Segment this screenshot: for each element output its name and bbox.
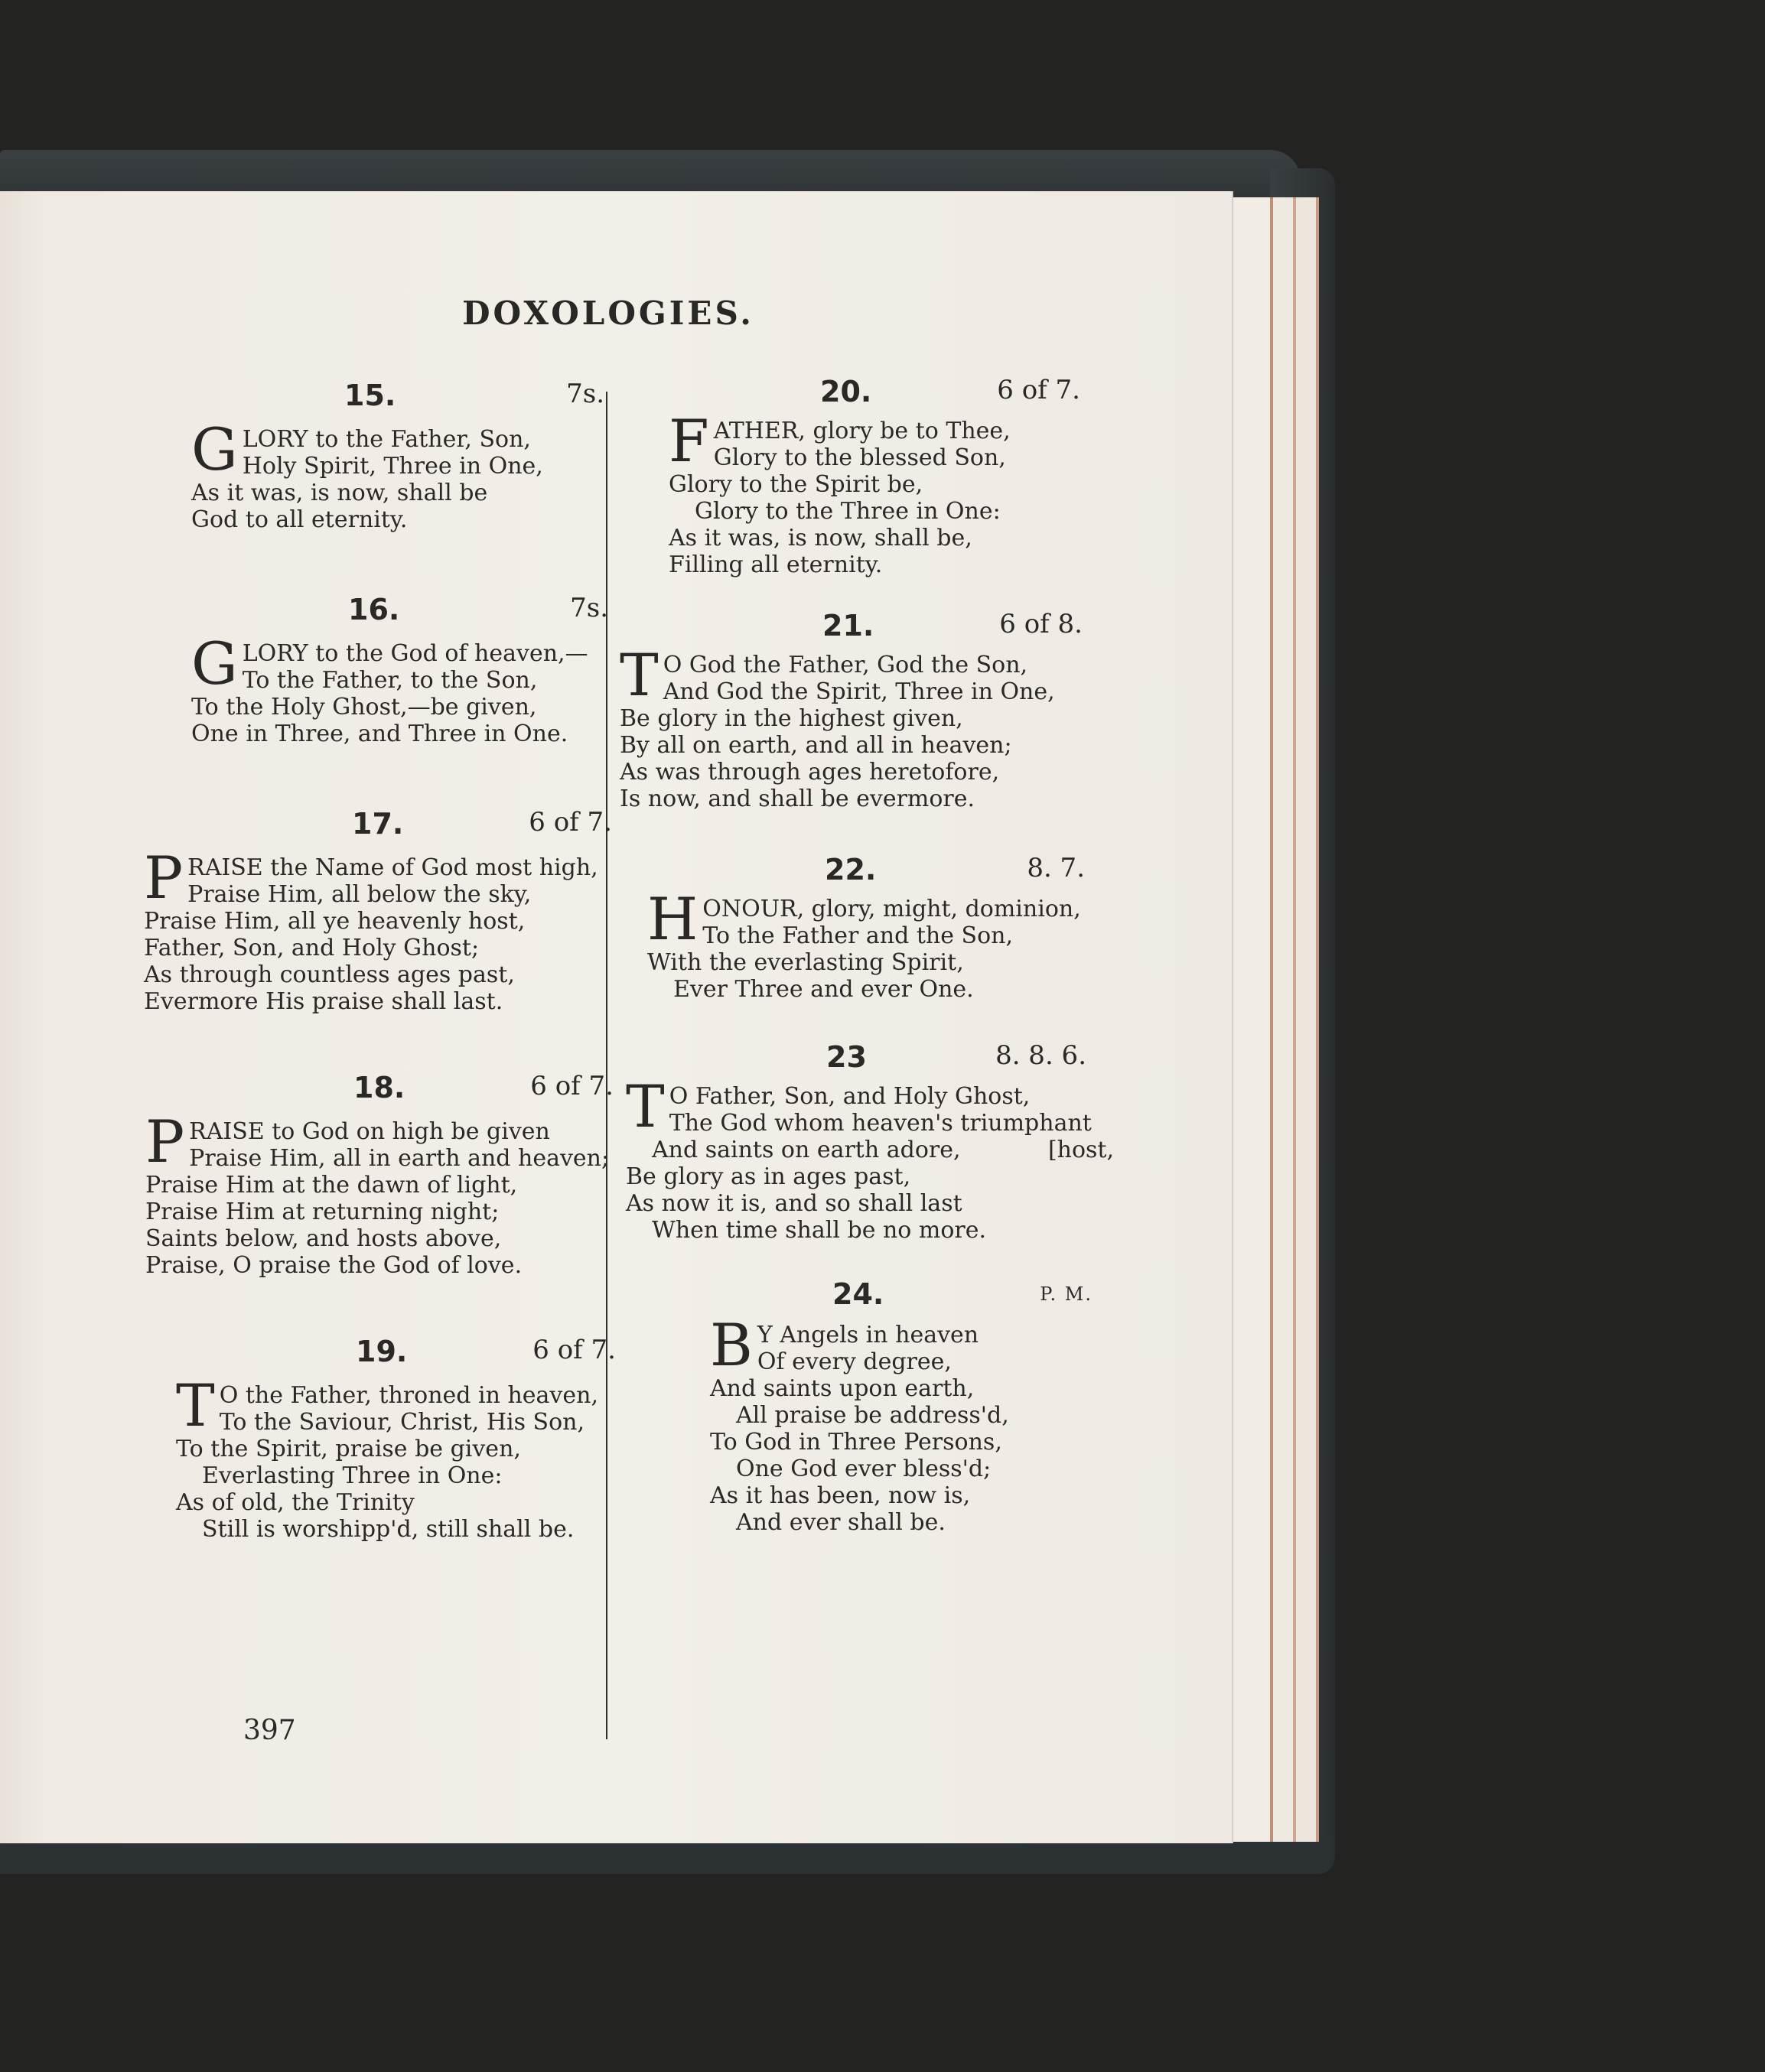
verse: [620, 641, 1083, 812]
verse-line: Be glory in the highest given,: [620, 705, 963, 732]
verse-line: The God whom heaven's triumphant: [669, 1110, 1092, 1137]
verse-line: To God in Three Persons,: [710, 1429, 1002, 1456]
verse: [176, 1371, 616, 1543]
hymn-16: [191, 593, 608, 747]
hymn-meter: 6 of 8.: [999, 609, 1083, 639]
verse-line: One in Three, and Three in One.: [191, 720, 568, 747]
verse-line: All praise be address'd,: [736, 1402, 1009, 1429]
hymn-meter: 7s.: [566, 379, 604, 409]
drop-cap: G: [191, 629, 238, 698]
hymn-header: [352, 807, 612, 841]
hymn-header: [344, 379, 604, 412]
verse: [191, 415, 604, 533]
hymn-header: [356, 1335, 616, 1368]
verse-line: RAISE to God on high be given: [189, 1118, 550, 1145]
drop-cap: T: [620, 641, 659, 709]
verse-line: Filling all eternity.: [669, 551, 883, 578]
hymn-header: [353, 1071, 614, 1104]
drop-cap: B: [710, 1311, 753, 1379]
verse-line: LORY to the Father, Son,: [242, 426, 531, 453]
hymn-24: [710, 1277, 1093, 1536]
hymn-number: 20.: [820, 375, 872, 408]
verse-line: Everlasting Three in One:: [202, 1462, 503, 1489]
verse-line: LORY to the God of heaven,—: [242, 640, 588, 667]
verse-line: ONOUR, glory, might, dominion,: [702, 896, 1081, 922]
book-page: [0, 191, 1233, 1843]
hymn-20: [669, 375, 1080, 578]
verse-line: As now it is, and so shall last: [626, 1190, 962, 1217]
verse-line: To the Saviour, Christ, His Son,: [219, 1409, 585, 1436]
drop-cap: P: [145, 1108, 185, 1176]
hymn-number: 17.: [352, 807, 404, 841]
verse-line: Is now, and shall be evermore.: [620, 786, 975, 812]
verse: [626, 1072, 1115, 1244]
hymn-23: [626, 1040, 1115, 1244]
hymn-meter: 6 of 7.: [532, 1335, 616, 1365]
verse-line: As through countless ages past,: [144, 961, 515, 988]
hymn-meter: 7s.: [570, 593, 608, 623]
verse-line: O God the Father, God the Son,: [663, 652, 1028, 678]
page-title: DOXOLOGIES.: [462, 294, 754, 332]
verse-line: Still is worshipp'd, still shall be.: [202, 1516, 575, 1543]
hymn-header: [822, 609, 1083, 642]
verse-line: RAISE the Name of God most high,: [187, 854, 598, 881]
verse-line: Glory to the Spirit be,: [669, 471, 923, 498]
drop-cap: G: [191, 415, 238, 483]
verse-line: Saints below, and hosts above,: [145, 1225, 502, 1252]
hymn-number: 18.: [353, 1071, 405, 1104]
verse-line: As was through ages heretofore,: [620, 759, 1000, 786]
hymn-header: [826, 1040, 1086, 1074]
verse-line: Father, Son, and Holy Ghost;: [144, 935, 480, 961]
verse-line: As it was, is now, shall be: [191, 480, 488, 506]
hymn-header: [820, 375, 1080, 408]
verse-line: Praise, O praise the God of love.: [145, 1252, 523, 1279]
drop-cap: T: [626, 1072, 665, 1140]
verse-line: To the Father and the Son,: [702, 922, 1013, 949]
verse-line: And ever shall be.: [736, 1509, 946, 1536]
hymn-number: 16.: [348, 593, 400, 626]
hymn-header: [832, 1277, 1093, 1311]
verse-line: Be glory as in ages past,: [626, 1163, 911, 1190]
verse-line: To the Spirit, praise be given,: [176, 1436, 521, 1462]
hymn-18: [145, 1071, 614, 1279]
hymn-number: 19.: [356, 1335, 408, 1368]
hymn-meter: 8. 8. 6.: [995, 1040, 1086, 1071]
hymn-number: 22.: [825, 853, 877, 886]
hymn-number: 15.: [344, 379, 396, 412]
verse: [710, 1311, 1093, 1536]
verse-line: And God the Spirit, Three in One,: [663, 678, 1055, 705]
verse-line: Evermore His praise shall last.: [144, 988, 503, 1015]
hymn-meter: 6 of 7.: [997, 375, 1080, 405]
verse-line: Of every degree,: [757, 1348, 952, 1375]
verse-line: Praise Him at the dawn of light,: [145, 1172, 518, 1199]
hymn-meter: 8. 7.: [1027, 853, 1085, 883]
verse-line: As of old, the Trinity: [176, 1489, 415, 1516]
hymn-header: [825, 853, 1085, 886]
verse-line: To the Father, to the Son,: [242, 667, 538, 694]
verse-line: Glory to the blessed Son,: [713, 444, 1006, 471]
hymn-meter: P. M.: [1040, 1283, 1093, 1305]
verse-line: ATHER, glory be to Thee,: [713, 418, 1011, 444]
verse-line: Praise Him, all ye heavenly host,: [144, 908, 526, 935]
verse-line: Y Angels in heaven: [757, 1322, 979, 1348]
page-number: 397: [243, 1715, 296, 1746]
hymn-21: [620, 609, 1083, 812]
drop-cap: H: [647, 885, 699, 953]
hymn-22: [647, 853, 1085, 1003]
drop-cap: T: [176, 1371, 215, 1439]
hymn-header: [348, 593, 608, 626]
verse-line: As it has been, now is,: [710, 1482, 971, 1509]
verse-line: When time shall be no more.: [652, 1217, 987, 1244]
verse-line: O Father, Son, and Holy Ghost,: [669, 1083, 1031, 1110]
hymn-15: [191, 379, 604, 533]
verse: [144, 844, 612, 1015]
verse-line: God to all eternity.: [191, 506, 408, 533]
verse: [669, 407, 1080, 578]
verse-line: One God ever bless'd;: [736, 1456, 992, 1482]
verse-line: Holy Spirit, Three in One,: [242, 453, 543, 480]
verse-line: Ever Three and ever One.: [673, 976, 974, 1003]
hymn-number: 21.: [822, 609, 874, 642]
verse-line: Praise Him at returning night;: [145, 1199, 500, 1225]
hymn-number: 23: [826, 1040, 867, 1074]
verse-line: O the Father, throned in heaven,: [219, 1382, 598, 1409]
verse-line: As it was, is now, shall be,: [669, 525, 972, 551]
verse-line: Praise Him, all below the sky,: [187, 881, 532, 908]
verse: [191, 629, 608, 747]
verse-line: Glory to the Three in One:: [695, 498, 1001, 525]
verse: [647, 885, 1085, 1003]
verse: [145, 1108, 614, 1279]
hymn-number: 24.: [832, 1277, 884, 1311]
hymn-meter: 6 of 7.: [530, 1071, 614, 1101]
drop-cap: P: [144, 844, 184, 912]
hymn-17: [144, 807, 612, 1015]
verse-line: And saints upon earth,: [710, 1375, 975, 1402]
verse-line: Praise Him, all in earth and heaven;: [189, 1145, 610, 1172]
hymn-19: [176, 1335, 616, 1543]
verse-line: With the everlasting Spirit,: [647, 949, 964, 976]
hymn-meter: 6 of 7.: [529, 807, 612, 838]
verse-line: To the Holy Ghost,—be given,: [191, 694, 537, 720]
drop-cap: F: [669, 407, 709, 475]
verse-line: By all on earth, and all in heaven;: [620, 732, 1012, 759]
verse-line: And saints on earth adore, [host,: [652, 1137, 1115, 1163]
